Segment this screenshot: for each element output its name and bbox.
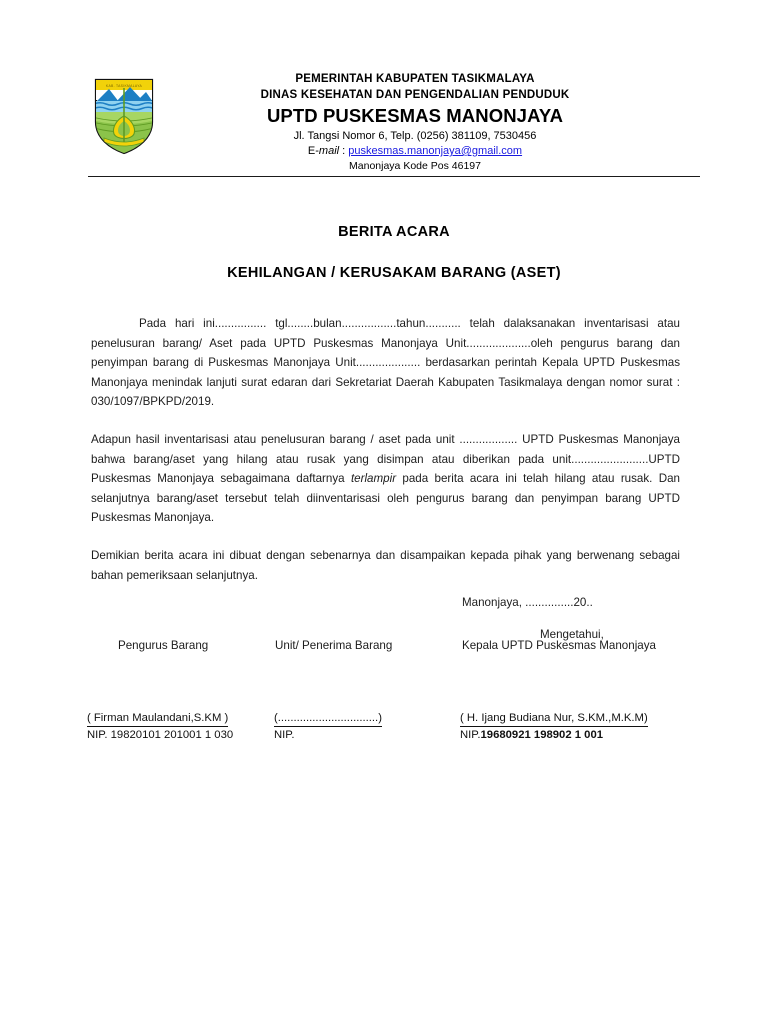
signatory-nip-3-prefix: NIP.	[460, 729, 481, 741]
signatory-nip-3-number: 19680921 198902 1 001	[480, 729, 604, 741]
logo-wrap	[88, 72, 160, 156]
page-subtitle: KEHILANGAN / KERUSAKAM BARANG (ASET)	[227, 265, 561, 281]
signatory-nip-3	[460, 727, 603, 743]
paragraph-3: Demikian berita acara ini dibuat dengan sebenarnya dan disampaikan kepada pihak yang berwenang sebagai bahan pemeriksaan selanjutnya.	[91, 548, 680, 582]
svg-text:KAB. TASIKMALAYA: KAB. TASIKMALAYA	[105, 84, 143, 88]
paragraph-2-emphasis: terlampir	[350, 472, 397, 486]
signatory-name-2: (................................)	[274, 710, 382, 727]
letterhead	[88, 72, 700, 174]
signatory-nip-1: NIP. 19820101 201001 1 030	[87, 729, 234, 741]
place-and-date: Manonjaya, ...............20..	[462, 596, 593, 609]
mengetahui-label: Mengetahui,	[540, 628, 604, 641]
institution-line: UPTD PUSKESMAS MANONJAYA	[266, 105, 564, 126]
document-title-block	[88, 222, 700, 283]
letterhead-divider	[88, 176, 700, 177]
signature-title-kepala-uptd: Kepala UPTD Puskesmas Manonjaya	[462, 639, 656, 652]
kabupaten-tasikmalaya-emblem-icon	[92, 76, 156, 156]
paragraph-1: Pada hari ini................ tgl........bulan.................tahun........... telah dalaksanakan inventarisasi atau penelusuran barang/ Aset pada UPTD Puskesmas Manonjaya Unit....................oleh pengurus barang dan penyimpan barang di Puskesmas Manonjaya Unit.................... berdasarkan perintah Kepala UPTD Puskesmas Manonjaya menindak lanjuti surat edaran dari Sekretariat Daerah Kabupaten Tasikmalaya dengan nomor surat : 030/1097/BPKPD/2019.	[91, 317, 680, 409]
email-label-plain: E-	[307, 145, 319, 157]
signatory-name-1: ( Firman Maulandani,S.KM )	[87, 710, 228, 727]
signature-title-unit-penerima-barang: Unit/ Penerima Barang	[275, 639, 393, 652]
postal-code-line: Manonjaya Kode Pos 46197	[349, 160, 481, 172]
paragraph-2	[91, 430, 680, 528]
document-body	[91, 314, 680, 585]
government-line: PEMERINTAH KABUPATEN TASIKMALAYA	[295, 73, 535, 85]
department-line: DINAS KESEHATAN DAN PENGENDALIAN PENDUDUK	[260, 89, 570, 101]
paragraph-2-part-1: Adapun hasil inventarisasi atau penelusuran barang / aset pada unit .................. UPTD Puskesmas Manonjaya bahwa barang/aset yang hilang atau rusak yang disimpan atau diberikan pada unit........................UPTD Puskesmas Manonjaya sebagaimana daftarnya	[91, 432, 680, 486]
email-label-italic: mail	[318, 145, 340, 157]
letterhead-text	[160, 72, 700, 174]
signature-title-pengurus-barang: Pengurus Barang	[118, 639, 209, 652]
email-line	[160, 144, 670, 159]
page-title: BERITA ACARA	[338, 224, 450, 240]
signature-titles-row	[91, 637, 700, 657]
paragraph-2-part-2: pada berita acara ini telah hilang atau rusak. Dan selanjutnya barang/aset tersebut telah diinventarisasi oleh pengurus barang dan penyimpan barang UPTD Puskesmas Manonjaya.	[91, 472, 680, 525]
email-separator: :	[339, 145, 349, 157]
signatory-nip-2: NIP.	[274, 729, 295, 741]
signatory-name-3: ( H. Ijang Budiana Nur, S.KM.,M.K.M)	[460, 710, 648, 727]
email-hyperlink[interactable]: puskesmas.manonjaya@gmail.com	[348, 145, 523, 157]
address-line: Jl. Tangsi Nomor 6, Telp. (0256) 381109, 7530456	[293, 130, 537, 142]
